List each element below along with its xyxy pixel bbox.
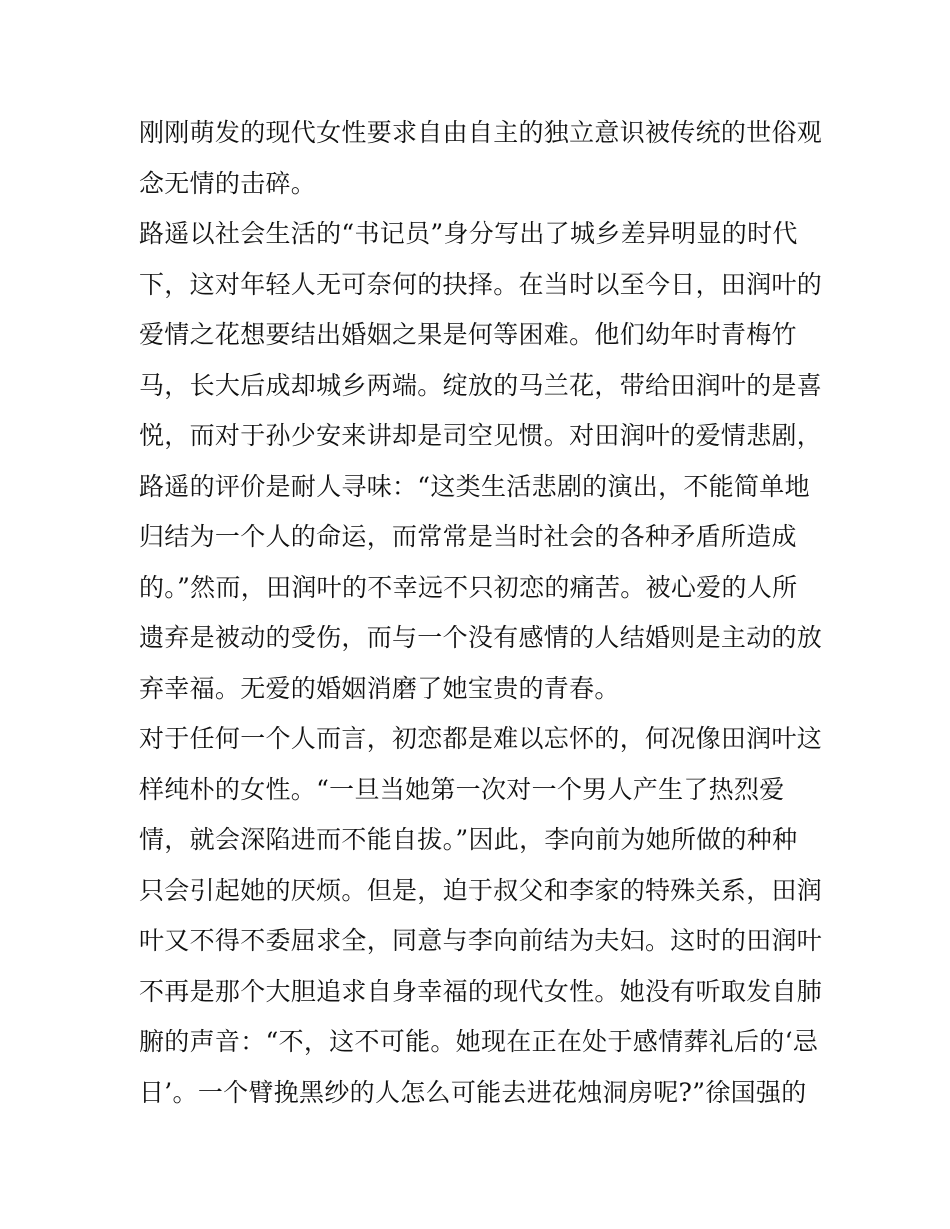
text-line: 弃幸福。无爱的婚姻消磨了她宝贵的青春。 [139, 673, 620, 703]
text-line: 样纯朴的女性。“一旦当她第一次对一个男人产生了热烈爱 [139, 774, 785, 804]
text-line: 路遥以社会生活的“书记员”身分写出了城乡差异明显的时代 [139, 219, 798, 248]
text-line: 念无情的击碎。 [139, 168, 317, 198]
text-line: 路遥的评价是耐人寻味：“这类生活悲剧的演出，不能简单地 [139, 471, 810, 501]
text-line: 日’。一个臂挽黑纱的人怎么可能去进花烛洞房呢?”徐国强的 [139, 1077, 807, 1107]
text-line: 爱情之花想要结出婚姻之果是何等困难。他们幼年时青梅竹 [139, 320, 797, 349]
text-line: 马，长大后成却城乡两端。绽放的马兰花，带给田润叶的是喜 [139, 370, 823, 400]
text-line: 情，就会深陷进而不能自拔。”因此，李向前为她所做的种种 [139, 825, 798, 854]
text-line: 归结为一个人的命运，而常常是当时社会的各种矛盾所造成 [139, 522, 797, 551]
text-line: 的。”然而，田润叶的不幸远不只初恋的痛苦。被心爱的人所 [139, 572, 798, 602]
text-line: 只会引起她的厌烦。但是，迫于叔父和李家的特殊关系，田润 [139, 875, 823, 905]
text-line: 遗弃是被动的受伤，而与一个没有感情的人结婚则是主动的放 [139, 623, 823, 652]
text-line: 悦，而对于孙少安来讲却是司空见惯。对田润叶的爱情悲剧， [139, 421, 823, 450]
text-line: 叶又不得不委屈求全，同意与李向前结为夫妇。这时的田润叶 [139, 926, 823, 955]
text-line: 刚刚萌发的现代女性要求自由自主的独立意识被传统的世俗观 [139, 118, 823, 147]
text-line: 下，这对年轻人无可奈何的抉择。在当时以至今日，田润叶的 [139, 269, 823, 299]
text-line: 腑的声音：“不，这不可能。她现在正在处于感情葬礼后的‘忌 [139, 1027, 819, 1056]
document-page [139, 108, 823, 1118]
text-line: 不再是那个大胆追求自身幸福的现代女性。她没有听取发自肺 [139, 976, 823, 1006]
text-line: 对于任何一个人而言，初恋都是难以忘怀的，何况像田润叶这 [139, 724, 823, 753]
